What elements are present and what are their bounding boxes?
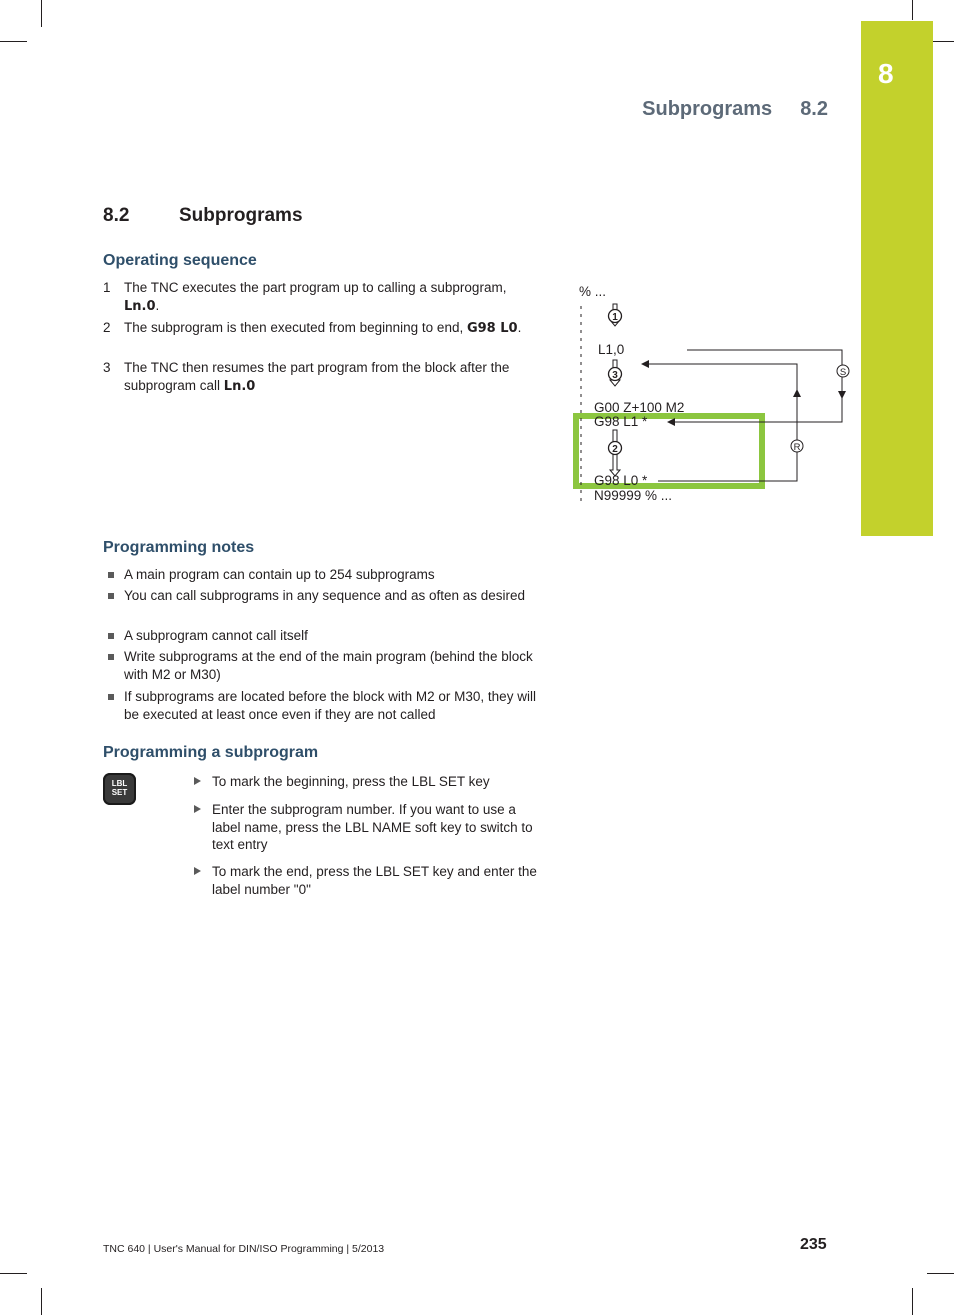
bullet-item [103, 566, 543, 584]
bullet-item [103, 587, 543, 605]
key-label-line2: SET [111, 788, 128, 797]
step-arrow-icon [194, 777, 201, 785]
list-item-text: The TNC then resumes the part program from the block after the subprogram call [124, 360, 510, 393]
list-number: 3 [103, 360, 111, 375]
bullet-text: A subprogram cannot call itself [124, 628, 308, 643]
step-arrow-icon [194, 805, 201, 813]
call-path [668, 350, 842, 422]
page-footer: TNC 640 | User's Manual for DIN/ISO Programming | 5/2013 [103, 1243, 385, 1255]
bullet-square-icon [108, 654, 114, 660]
code-token: G98 L0 [466, 321, 518, 336]
instruction-step [192, 801, 547, 854]
diagram-line-last: N99999 % ... [594, 488, 673, 503]
list-item-text: The subprogram is then executed from beginning to end, [124, 320, 467, 335]
crop-mark [927, 1273, 954, 1274]
diagram-line-top: % ... [579, 284, 607, 299]
diagram-line-call: L1,0 [598, 342, 625, 357]
step-text: To mark the end, press the LBL SET key and enter the label number "0" [212, 864, 537, 897]
diagram-line-g98-l0: G98 L0 * [594, 473, 648, 488]
subprogram-flow-diagram [560, 280, 860, 510]
crop-mark [0, 1273, 27, 1274]
step-marker-2 [609, 442, 622, 456]
lbl-set-key-icon [103, 773, 136, 805]
svg-text:2: 2 [612, 444, 618, 455]
label-s [837, 365, 849, 378]
section-number: 8.2 [103, 205, 130, 226]
list-item-suffix: . [155, 297, 160, 313]
list-item-suffix: . [517, 320, 522, 335]
list-number: 2 [103, 320, 111, 335]
bullet-square-icon [108, 694, 114, 700]
bullet-item [103, 648, 543, 683]
step-marker-1 [609, 310, 622, 324]
section-title-text: Subprograms [179, 205, 303, 226]
bullet-square-icon [108, 593, 114, 599]
diagram-line-g00: G00 Z+100 M2 [594, 400, 685, 415]
crop-mark [912, 1288, 913, 1315]
step-marker-3 [609, 368, 622, 382]
list-number: 1 [103, 280, 111, 295]
chapter-tab-number: 8 [878, 58, 894, 89]
bullet-item [103, 688, 543, 723]
ordered-list-item [103, 359, 543, 395]
running-head-title: Subprograms [642, 98, 773, 120]
bullet-text: Write subprograms at the end of the main program (behind the block with M2 or M30) [124, 649, 533, 682]
operating-sequence-heading: Operating sequence [103, 252, 257, 269]
crop-mark [41, 0, 42, 27]
label-r [791, 440, 803, 453]
diagram-line-g98-l1: G98 L1 * [594, 414, 648, 429]
code-token: Ln.0 [124, 298, 156, 314]
crop-mark [41, 1288, 42, 1315]
programming-subprogram-heading: Programming a subprogram [103, 744, 319, 761]
bullet-text: You can call subprograms in any sequence and as often as desired [124, 588, 526, 603]
svg-text:S: S [839, 367, 847, 378]
list-item-text: The TNC executes the part program up to calling a subprogram, [124, 280, 507, 295]
bullet-item [103, 627, 543, 645]
crop-mark [912, 0, 913, 20]
bullet-text: If subprograms are located before the block with M2 or M30, they will be executed at least once even if they are not called [124, 689, 536, 722]
ordered-list-item [103, 279, 543, 315]
code-token: Ln.0 [223, 378, 256, 394]
section-title [103, 205, 303, 227]
running-head [642, 98, 828, 121]
chapter-tab [861, 21, 933, 536]
svg-text:R: R [793, 442, 801, 453]
programming-notes-heading: Programming notes [103, 539, 255, 556]
svg-text:1: 1 [612, 312, 618, 323]
step-text: Enter the subprogram number. If you want to use a label name, press the LBL NAME soft key to switch to text entry [212, 802, 533, 852]
instruction-step [192, 863, 547, 898]
bullet-text: A main program can contain up to 254 subprograms [124, 567, 435, 582]
crop-mark [0, 41, 27, 42]
step-arrow-icon [194, 867, 201, 875]
bullet-square-icon [108, 633, 114, 639]
instruction-step [192, 773, 547, 791]
bullet-square-icon [108, 572, 114, 578]
running-head-number: 8.2 [800, 98, 828, 120]
ordered-list-item [103, 319, 543, 338]
step-text: To mark the beginning, press the LBL SET key [212, 774, 490, 789]
svg-text:3: 3 [612, 370, 618, 381]
key-label-line1: LBL [111, 779, 128, 788]
page-number: 235 [800, 1236, 827, 1253]
